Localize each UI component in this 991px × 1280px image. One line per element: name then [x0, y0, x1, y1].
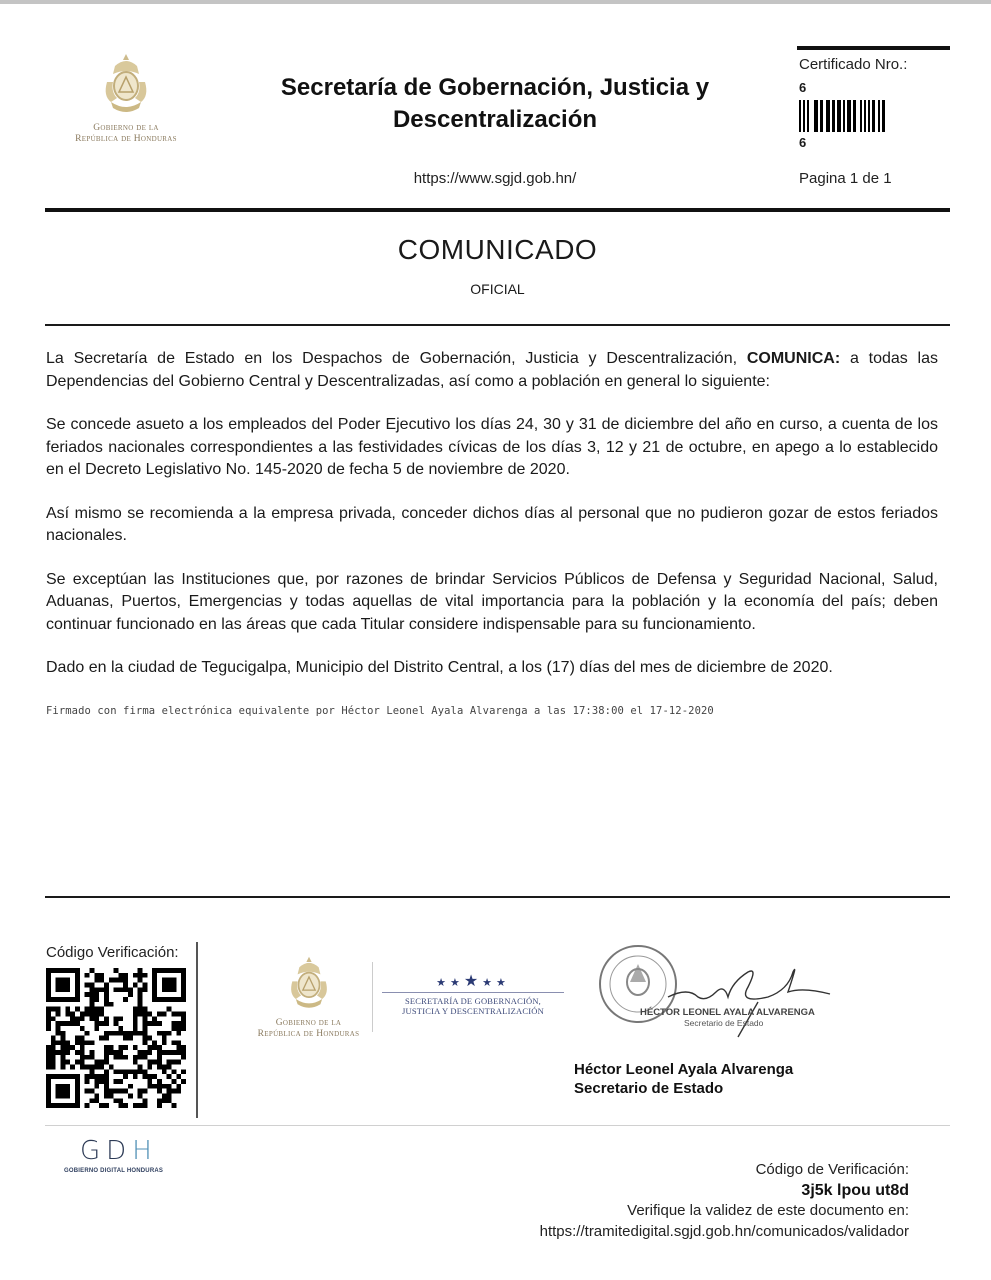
government-logo-line2: República de Honduras [75, 134, 177, 144]
footer-government-logo-line1: Gobierno de la [275, 1018, 342, 1028]
footer-government-logo [246, 955, 371, 1040]
secretariat-logo-rule [382, 992, 564, 993]
certificate-top-bar [797, 46, 950, 50]
government-logo-line1: Gobierno de la [93, 123, 159, 133]
verification-code: 3j5k lpou ut8d [801, 1181, 909, 1199]
document-body [46, 348, 938, 701]
honduras-coat-of-arms-icon [101, 52, 151, 118]
barcode-icon [799, 100, 889, 132]
certificate-number: 6 [799, 80, 807, 95]
document-subheading: OFICIAL [470, 281, 525, 297]
heading-divider [45, 324, 950, 326]
top-edge-strip [0, 0, 991, 4]
stars-icon: ★★★★★ [436, 973, 510, 990]
footer-divider [45, 896, 950, 898]
header-divider [45, 208, 950, 212]
stamp-role: Secretario de Estado [684, 1018, 764, 1028]
gdh-letter-d: D [106, 1136, 133, 1166]
paragraph-holiday: Se concede asueto a los empleados del Poder Ejecutivo los días 24, 30 y 31 de diciembre del año en curso, a cuenta de los feriados nacionales correspondientes a las festividades cívicas de los días 3, 12 y 21 de octubre, en apego a lo establecido en el Decreto Legislativo No. 145-2020 de fecha 5 de noviembre de 2020. [46, 416, 938, 478]
secretariat-logo-line2: JUSTICIA Y DESCENTRALIZACIÓN [402, 1006, 544, 1016]
electronic-signature-note: Firmado con firma electrónica equivalente por Héctor Leonel Ayala Alvarenga a las 17:38:00 el 17-12-2020 [46, 705, 714, 717]
signer-role: Secretario de Estado [574, 1080, 724, 1097]
secretariat-logo [382, 975, 564, 1016]
signer-name: Héctor Leonel Ayala Alvarenga [574, 1061, 794, 1078]
stamp-name: HÉCTOR LEONEL AYALA ALVARENGA [640, 1007, 815, 1018]
paragraph-exceptions: Se exceptúan las Instituciones que, por razones de brindar Servicios Públicos de Defensa y Seguridad Nacional, Salud, Aduanas, Puertos, Emergencias y todas aquellas de vital importancia para la población y la economía del país; deben continuar funcionado en las áreas que cada Titular considere indispensable para su funcionamiento. [46, 570, 938, 633]
verification-url-link[interactable]: https://tramitedigital.sgjd.gob.hn/comunicados/validador [539, 1222, 909, 1240]
gdh-logo-letters [64, 1136, 174, 1166]
ministry-website-link[interactable]: https://www.sgjd.gob.hn/ [413, 170, 577, 187]
government-logo [56, 52, 196, 145]
ministry-title-line1: Secretaría de Gobernación, Justicia y [280, 74, 710, 101]
seal-and-signature [598, 942, 838, 1042]
gdh-logo [64, 1136, 174, 1174]
qr-code-label: Código Verificación: [46, 944, 179, 961]
page-indicator: Pagina 1 de 1 [799, 170, 892, 187]
gdh-letter-g: G [80, 1136, 107, 1166]
paragraph-intro-end: a todas las Dependencias del Gobierno Central y Descentralizadas, así como a población en general lo siguiente: [46, 350, 939, 390]
verification-label: Código de Verificación: [755, 1161, 909, 1178]
qr-code-icon[interactable] [46, 968, 186, 1108]
certificate-label: Certificado Nro.: [799, 56, 908, 73]
secretariat-logo-line1: SECRETARÍA DE GOBERNACIÓN, [404, 996, 542, 1006]
gdh-logo-subtitle: GOBIERNO DIGITAL HONDURAS [64, 1168, 164, 1174]
paragraph-intro-start: La Secretaría de Estado en los Despachos de Gobernación, Justicia y Descentralización, [46, 350, 747, 367]
paragraph-intro-bold: COMUNICA: [746, 350, 841, 367]
paragraph-intro [46, 348, 938, 393]
footer-government-logo-line2: República de Honduras [257, 1029, 360, 1039]
verification-prompt: Verifique la validez de este documento en: [627, 1202, 909, 1219]
gdh-letter-h: H [132, 1136, 158, 1166]
honduras-coat-of-arms-icon [287, 955, 331, 1013]
document-heading: COMUNICADO [397, 234, 598, 265]
qr-separator [196, 942, 198, 1118]
verification-block [540, 1160, 909, 1242]
paragraph-private-sector: Así mismo se recomienda a la empresa privada, conceder dichos días al personal que no pudieron gozar de estos feriados nacionales. [46, 504, 938, 544]
logo-separator [372, 962, 373, 1032]
ministry-title-line2: Descentralización [392, 106, 598, 133]
bottom-divider [45, 1125, 950, 1126]
barcode-text: 6 [799, 135, 807, 150]
ministry-title [240, 72, 750, 136]
paragraph-given: Dado en la ciudad de Tegucigalpa, Municipio del Distrito Central, a los (17) días del mes de diciembre de 2020. [46, 659, 833, 676]
